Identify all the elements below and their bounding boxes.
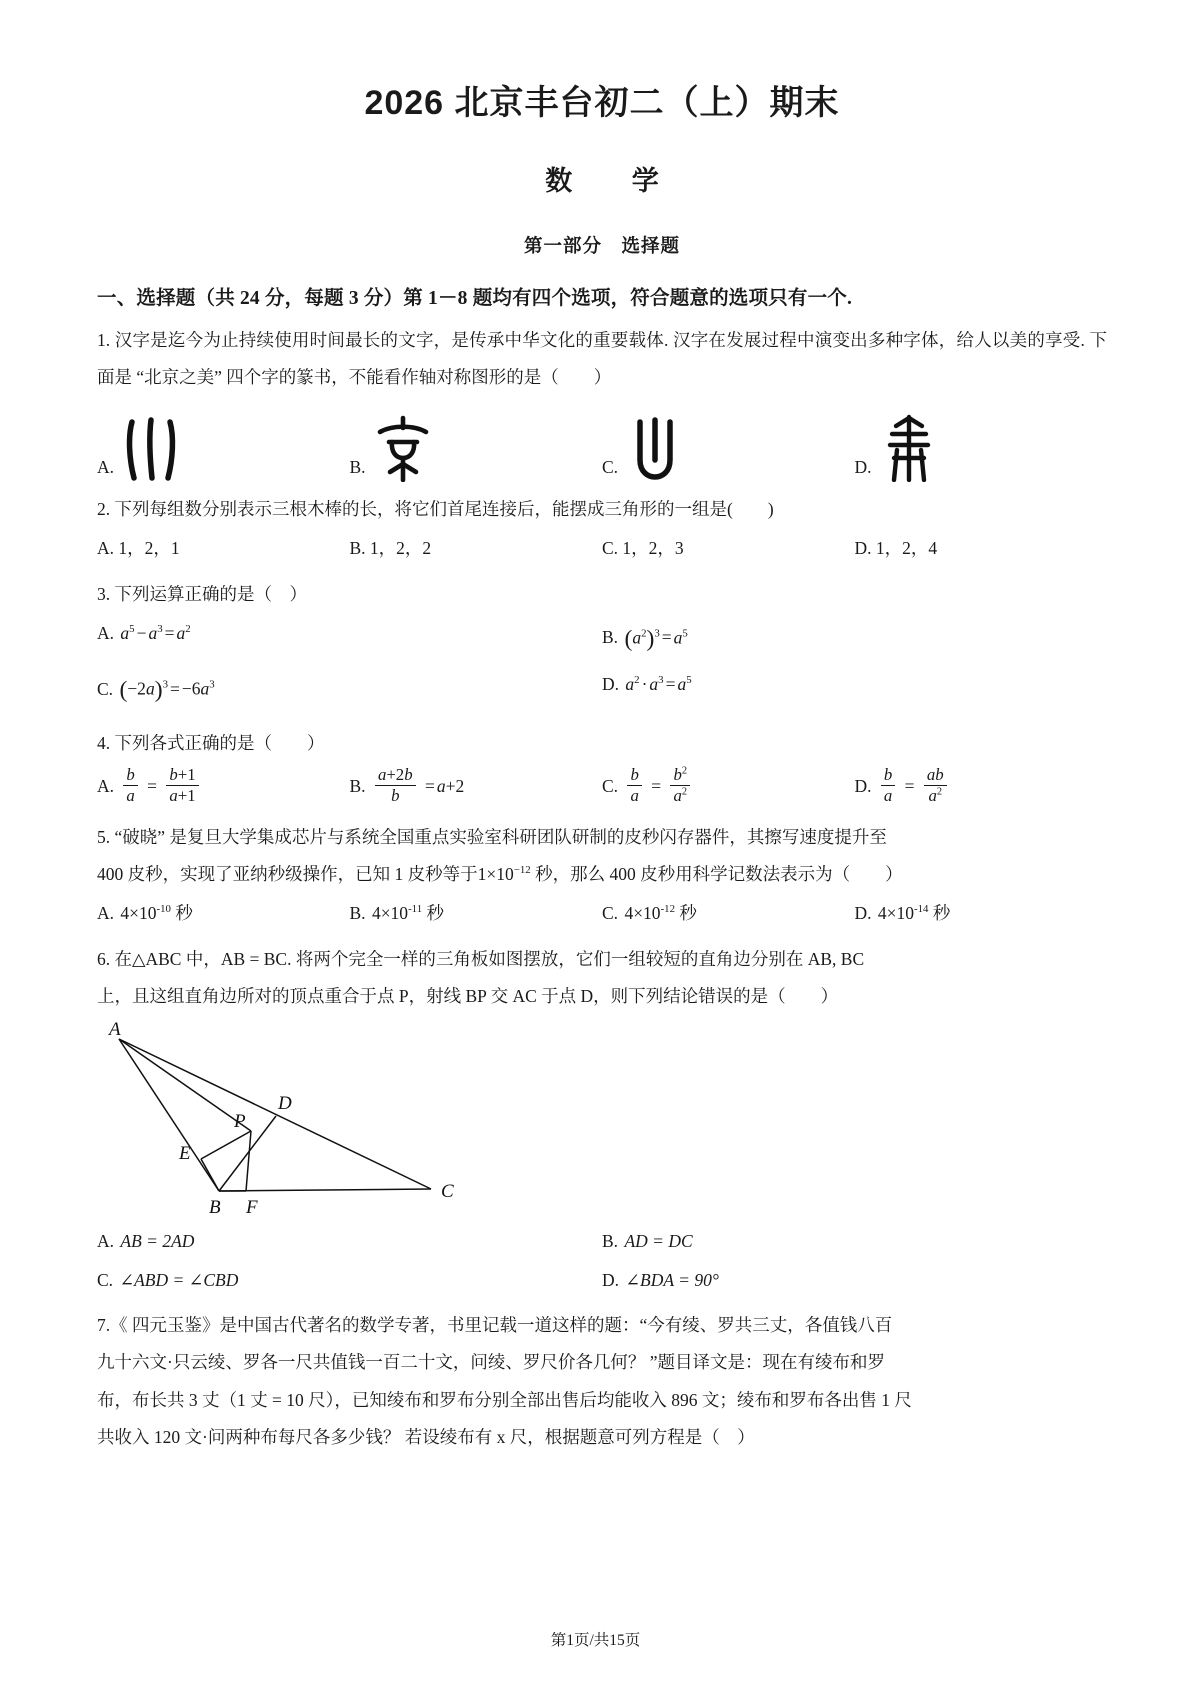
option-c-exp: -12 [660,903,676,916]
option-d[interactable] [602,1262,1107,1299]
question-4 [97,725,1107,762]
option-d-label: D. [854,776,872,797]
option-d[interactable] [855,895,1108,932]
question-4-stem: 4. 下列各式正确的是（ ） [97,733,325,754]
seal-script-mei-icon [878,414,940,482]
option-a[interactable] [97,895,350,932]
option-a[interactable]: A. $\frac{b}{a}$ = $\frac{b+1}{a+1}$ [97,764,350,810]
option-b[interactable]: B. $\frac{a+2b}{b}$ = a+2 [349,765,465,805]
option-d-expr: ∠BDA = 90° [625,1269,719,1290]
option-c-label: C. [97,678,114,699]
seal-script-jing-icon [372,414,434,482]
question-6-stem-line2: 上，且这组直角边所对的顶点重合于点 P，射线 BP 交 AC 于点 D，则下列结论错误的是（ ） [97,985,839,1006]
option-a[interactable] [97,414,350,482]
question-1-stem: 1. 汉字是迄今为止持续使用时间最长的文字，是传承中华文化的重要载体. 汉字在发展过程中演变出多种字体，给人以美的享受. 下面是 “北京之美” 四个字的篆书，不能看作轴对称图形的是（ ） [97,329,1107,387]
option-b-label: B. [349,776,366,797]
option-d-label: D. [854,456,872,477]
picosecond-value: $1\times 10^{-12}$ 秒 [477,863,553,884]
option-c[interactable]: C. $\frac{b}{a}$ = $\frac{b^2}{a^2}$ [602,764,855,810]
question-4-options [97,764,1107,810]
question-1-options [97,408,1107,482]
option-c-label: C. [602,456,619,477]
option-a[interactable]: A. $a^5 - a^3 = a^2$ [97,622,191,643]
option-c-label: C. [602,776,619,797]
option-d-coef: 4×10 [877,902,915,923]
option-b[interactable] [602,1223,1107,1260]
question-5 [97,819,1107,893]
question-7-stem-line1: 7.《 四元玉鉴》是中国古代著名的数学专著，书里记载一道这样的题：“今有绫、罗共三丈，各值钱八百 [97,1315,893,1336]
label-C: C [441,1180,454,1202]
option-c-expr: ∠ABD = ∠CBD [119,1269,239,1290]
page-footer: 第1页/共15页 [550,1632,641,1649]
question-5-stem-line1: 5. “破晓” 是复旦大学集成芯片与系统全国重点实验室科研团队研制的皮秒闪存器件，其擦写速度提升至 [97,826,887,847]
option-b[interactable] [350,414,603,482]
section-heading: 一、选择题（共 24 分，每题 3 分）第 1－8 题均有四个选项，符合题意的选项只有一个. [97,287,853,309]
question-5-stem-line2b: ，那么 400 皮秒用科学记数法表示为（ ） [552,863,903,884]
option-c[interactable] [602,895,855,932]
option-a-expr: AB = 2AD [120,1230,195,1251]
question-6-options-row1 [97,1223,1107,1260]
subject-title: 数 学 [545,165,685,196]
option-d[interactable]: D. $a^2 \cdot a^3 = a^5$ [602,674,692,695]
part-title: 第一部分 选择题 [523,236,680,257]
question-6 [97,941,1107,1015]
option-b-expr: AD = DC [624,1230,693,1251]
question-7-stem-line4: 共收入 120 文·问两种布每尺各多少钱？ 若设绫布有 x 尺，根据题意可列方程是（ ） [97,1426,755,1447]
question-2-stem: 2. 下列每组数分别表示三根木棒的长，将它们首尾连接后，能摆成三角形的一组是( ) [97,498,774,519]
option-d[interactable]: D. $\frac{b}{a}$ = $\frac{ab}{a^2}$ [855,764,1108,810]
option-c[interactable] [97,1262,602,1299]
question-3 [97,576,1107,613]
question-2-options [97,530,1107,567]
question-6-figure [101,1021,1107,1221]
option-d-label: D. [854,902,872,923]
option-a-label: A. [97,622,115,643]
option-d-label: D. [602,674,620,695]
question-7-stem-line2: 九十六文·只云绫、罗各一尺共值钱一百二十文，问绫、罗尺价各几何？ ”题目译文是：现在有绫布和罗 [97,1352,885,1373]
option-c-label: C. [97,1269,114,1290]
page-content [97,0,1107,1456]
option-c-coef: 4×10 [624,902,661,923]
label-A: A [109,1020,121,1040]
question-3-options-row1 [97,615,1107,665]
option-d-unit: 秒 [932,902,951,923]
question-3-stem: 3. 下列运算正确的是（ ） [97,583,307,604]
option-b-coef: 4×10 [371,902,409,923]
question-5-stem-line2 [97,856,1107,893]
question-5-stem-line2a: 400 皮秒，实现了亚纳秒级操作，已知 1 皮秒等于 [97,863,478,884]
label-B: B [209,1196,221,1216]
label-F: F [246,1196,258,1216]
option-d-label: D. [602,1269,620,1290]
option-a-label: A. [97,902,115,923]
option-d-exp: -14 [914,903,929,916]
option-a[interactable] [97,1223,602,1260]
question-5-options [97,895,1107,932]
question-6-options-row2 [97,1262,1107,1299]
option-a-label: A. [97,776,115,797]
question-7-stem-line3: 布，布长共 3 丈（1 丈 = 10 尺），已知绫布和罗布分别全部出售后均能收入 896 文；绫布和罗布各出售 1 尺 [97,1389,912,1410]
option-c[interactable] [602,414,855,482]
option-a-exp: -10 [156,903,171,916]
option-b[interactable]: B. $(a^2)^3 = a^5$ [602,625,688,652]
option-a[interactable]: A. 1，2，1 [97,538,180,559]
option-a-unit: 秒 [175,902,193,923]
option-a-label: A. [97,1230,115,1251]
question-2 [97,491,1107,528]
label-D: D [278,1092,292,1114]
option-b[interactable]: B. 1，2，2 [349,538,432,559]
option-b-unit: 秒 [426,902,444,923]
option-b[interactable] [350,895,603,932]
option-d[interactable] [855,414,1108,482]
option-a-coef: 4×10 [120,902,157,923]
option-b-label: B. [349,456,366,477]
option-c[interactable]: C. $(-2a)^3 = -6a^3$ [97,677,215,704]
option-d[interactable]: D. 1，2，4 [854,538,938,559]
label-E: E [179,1142,191,1164]
option-b-label: B. [602,627,619,648]
option-c-label: C. [602,902,619,923]
option-a-label: A. [97,456,115,477]
question-3-options-row2 [97,666,1107,716]
question-6-stem-line1: 6. 在△ABC 中，AB = BC. 将两个完全一样的三角板如图摆放，它们一组较短的直角边分别在 AB, BC [97,948,865,969]
question-7 [97,1307,1107,1455]
seal-script-chuan-icon [120,414,182,482]
option-c[interactable]: C. 1，2，3 [602,538,684,559]
question-1 [97,322,1107,396]
option-c-unit: 秒 [679,902,697,923]
option-b-label: B. [602,1230,619,1251]
option-b-label: B. [349,902,366,923]
seal-script-zhi-icon [624,414,686,482]
document-title: 2026 北京丰台初二（上）期末 [364,84,840,122]
triangle-abc-diagram [101,1021,481,1216]
option-b-exp: -11 [408,903,423,916]
label-P: P [234,1110,246,1132]
